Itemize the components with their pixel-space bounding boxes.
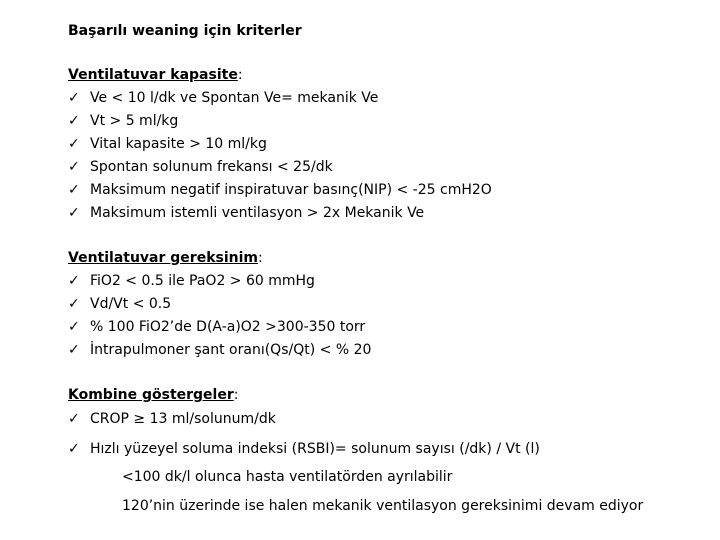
list-item bbox=[68, 158, 333, 176]
checkmark-icon: ✓ bbox=[68, 296, 80, 312]
list-item-text: Maksimum istemli ventilasyon > 2x Mekanik Ve bbox=[90, 205, 425, 221]
list-item-text: Vital kapasite > 10 ml/kg bbox=[90, 136, 267, 152]
heading-colon: : bbox=[258, 250, 263, 266]
section-heading-ventilatory-requirement bbox=[68, 249, 263, 267]
list-item bbox=[68, 318, 365, 336]
heading-colon: : bbox=[233, 387, 239, 403]
checkmark-icon: ✓ bbox=[68, 205, 80, 221]
list-item bbox=[68, 272, 315, 290]
list-item bbox=[68, 295, 171, 313]
list-item-text: % 100 FiO2’de D(A-a)O2 >300-350 torr bbox=[90, 319, 366, 335]
list-item bbox=[68, 181, 492, 199]
list-item bbox=[68, 440, 540, 458]
checkmark-icon: ✓ bbox=[68, 411, 80, 427]
checkmark-icon: ✓ bbox=[68, 441, 80, 457]
checkmark-icon: ✓ bbox=[68, 342, 80, 358]
section-heading-ventilatory-capacity bbox=[68, 66, 243, 84]
checkmark-icon: ✓ bbox=[68, 159, 80, 175]
list-item-text: Hızlı yüzeyel soluma indeksi (RSBI)= solunum sayısı (/dk) / Vt (l) bbox=[90, 441, 540, 457]
list-item-text: Spontan solunum frekansı < 25/dk bbox=[90, 159, 333, 175]
list-item bbox=[68, 341, 371, 359]
list-item bbox=[68, 204, 424, 222]
list-item bbox=[68, 112, 178, 130]
list-item bbox=[68, 89, 378, 107]
indented-note: 120’nin üzerinde ise halen mekanik ventilasyon gereksinimi devam ediyor bbox=[122, 498, 644, 514]
section-heading-combined-indicators bbox=[68, 386, 238, 404]
list-item-text: FiO2 < 0.5 ile PaO2 > 60 mmHg bbox=[90, 273, 315, 289]
list-item-text: İntrapulmoner şant oranı(Qs/Qt) < % 20 bbox=[90, 342, 372, 358]
checkmark-icon: ✓ bbox=[68, 90, 80, 106]
checkmark-icon: ✓ bbox=[68, 182, 80, 198]
list-item-text: CROP ≥ 13 ml/solunum/dk bbox=[90, 411, 276, 427]
indented-note: <100 dk/l olunca hasta ventilatörden ayrılabilir bbox=[122, 469, 453, 485]
checkmark-icon: ✓ bbox=[68, 273, 80, 289]
section-heading-label: Kombine göstergeler bbox=[68, 387, 234, 403]
list-item bbox=[68, 135, 267, 153]
list-item-text: Vd/Vt < 0.5 bbox=[90, 296, 172, 312]
checkmark-icon: ✓ bbox=[68, 136, 80, 152]
list-item bbox=[68, 410, 276, 428]
list-item-text: Vt > 5 ml/kg bbox=[90, 113, 179, 129]
checkmark-icon: ✓ bbox=[68, 319, 80, 335]
list-item-text: Maksimum negatif inspiratuvar basınç(NIP) < -25 cmH2O bbox=[90, 182, 492, 198]
heading-colon: : bbox=[237, 67, 243, 83]
checkmark-icon: ✓ bbox=[68, 113, 80, 129]
section-heading-label: Ventilatuvar kapasite bbox=[68, 67, 238, 83]
page-title: Başarılı weaning için kriterler bbox=[68, 23, 302, 39]
list-item-text: Ve < 10 l/dk ve Spontan Ve= mekanik Ve bbox=[90, 90, 379, 106]
section-heading-label: Ventilatuvar gereksinim bbox=[68, 250, 258, 266]
